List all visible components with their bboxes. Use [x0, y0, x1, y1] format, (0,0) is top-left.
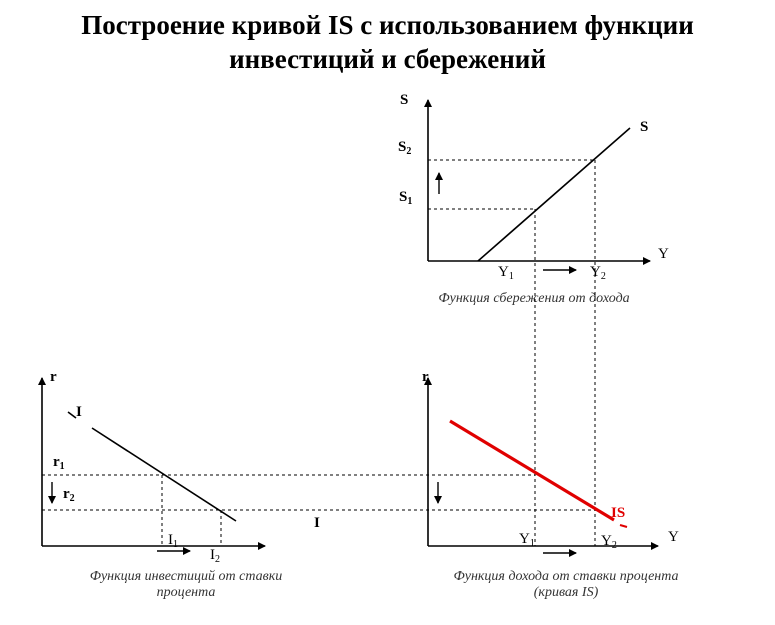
y1-label-top: $Y_1$	[498, 264, 514, 282]
investment-panel	[42, 369, 320, 600]
title-line-1: Построение кривой IS с использованием функции	[81, 10, 694, 40]
i1-label: $I_1$	[168, 532, 178, 550]
is-curve	[450, 421, 614, 520]
is-caption-line-2: (кривая IS)	[533, 585, 599, 600]
savings-y-axis-label: S	[400, 92, 409, 108]
investment-caption-line-1: Функция инвестиций от ставки	[89, 569, 283, 584]
y2-label-bottom: $Y_2$	[601, 533, 617, 551]
investment-y-axis-label: r	[50, 369, 57, 385]
y1-label-bottom: $Y_1$	[519, 531, 535, 549]
s1-label: $S_1$	[399, 189, 413, 207]
investment-extra-label: I	[314, 515, 320, 531]
is-panel	[422, 369, 679, 600]
is-caption-line-1: Функция дохода от ставки процента	[453, 569, 679, 584]
y2-label-top: $Y_2$	[590, 264, 606, 282]
s2-label: $S_2$	[398, 139, 412, 157]
investment-caption-line-2: процента	[156, 585, 216, 600]
is-y-axis-label: r	[422, 369, 429, 385]
title-line-2: инвестиций и сбережений	[229, 44, 546, 74]
investment-curve-tick	[68, 412, 76, 418]
is-x-axis-label: Y	[668, 529, 679, 545]
savings-curve-label: S	[640, 119, 649, 135]
savings-x-axis-label: Y	[658, 246, 669, 262]
r2-label-left: $r_2$	[63, 486, 75, 504]
is-curve-tick	[620, 525, 627, 527]
investment-curve-label: I	[76, 404, 82, 420]
savings-caption: Функция сбережения от дохода	[438, 291, 630, 306]
savings-curve	[478, 128, 630, 261]
is-curve-label: IS	[611, 505, 626, 521]
i2-label: $I_2$	[210, 547, 220, 565]
r1-label-left: $r_1$	[53, 454, 65, 472]
savings-panel	[398, 92, 669, 306]
